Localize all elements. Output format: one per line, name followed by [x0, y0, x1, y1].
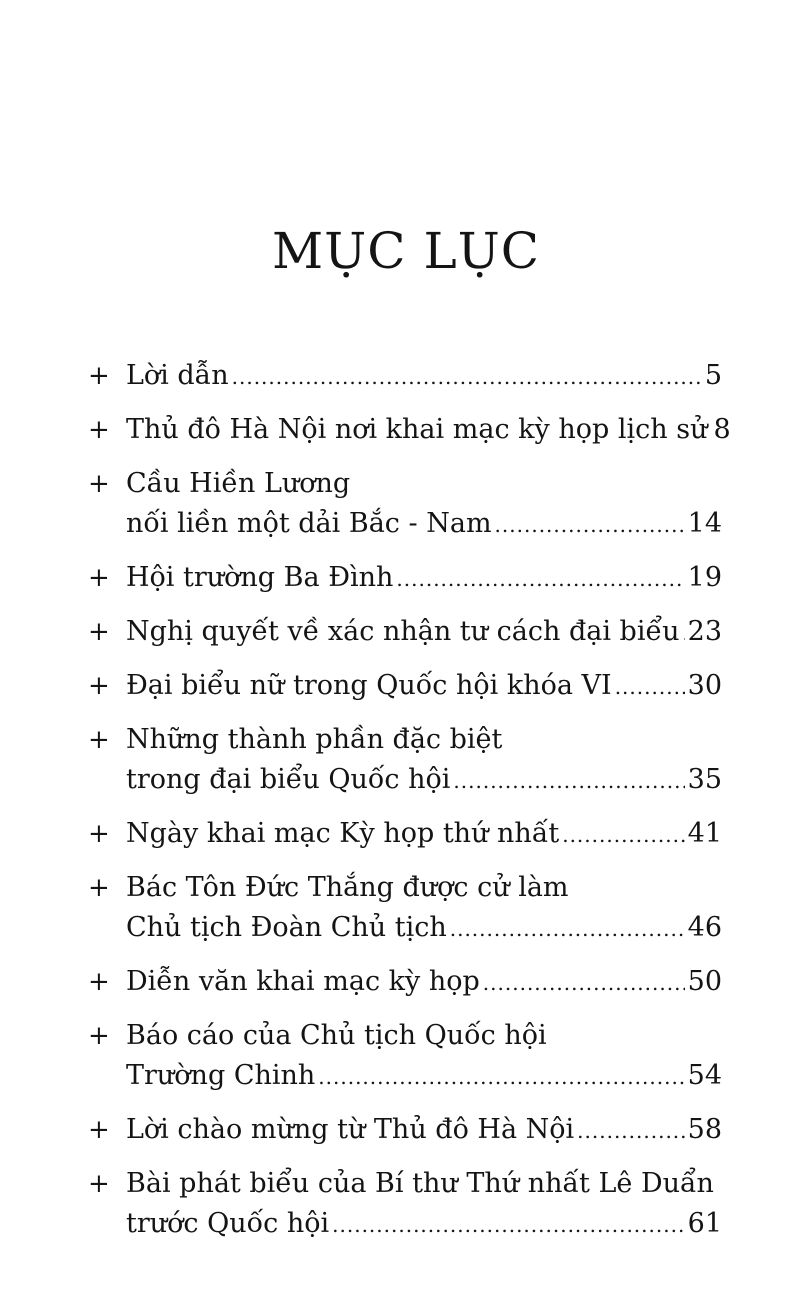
plus-bullet-icon: + [88, 725, 110, 755]
table-of-contents [88, 356, 731, 1258]
toc-entry-line [88, 504, 722, 544]
toc-entry-line [88, 1016, 722, 1056]
dot-leader [562, 815, 684, 855]
toc-entry-line [88, 558, 722, 598]
plus-bullet-icon: + [88, 967, 110, 997]
toc-page-number: 54 [687, 1060, 722, 1091]
dot-leader [232, 357, 702, 397]
page-title: MỤC LỤC [271, 222, 541, 280]
dot-leader [682, 613, 684, 653]
plus-bullet-icon: + [88, 361, 110, 391]
toc-page-number: 5 [704, 360, 722, 391]
toc-page-number: 41 [687, 818, 722, 849]
dot-leader [615, 667, 685, 707]
toc-entry-line [88, 612, 722, 652]
toc-page-number: 50 [687, 966, 722, 997]
dot-leader [495, 505, 685, 545]
plus-bullet-icon: + [88, 671, 110, 701]
toc-entry-title: Thủ đô Hà Nội nơi khai mạc kỳ họp lịch sử [126, 414, 708, 445]
toc-entry-title: Lời chào mừng từ Thủ đô Hà Nội [126, 1114, 575, 1145]
toc-entry-line [88, 1164, 722, 1204]
toc-entry-title: Nghị quyết về xác nhận tư cách đại biểu [126, 616, 680, 647]
plus-bullet-icon: + [88, 1115, 110, 1145]
toc-page-number: 58 [687, 1114, 722, 1145]
plus-bullet-icon: + [88, 415, 110, 445]
toc-entry-title: nối liền một dải Bắc - Nam [126, 508, 492, 539]
toc-page-number: 61 [687, 1208, 722, 1239]
toc-page-number: 14 [687, 508, 722, 539]
toc-entry[interactable] [88, 410, 731, 450]
toc-entry-title: Trường Chinh [126, 1060, 316, 1091]
dot-leader [332, 1205, 685, 1245]
toc-entry-title: Báo cáo của Chủ tịch Quốc hội [126, 1020, 547, 1051]
plus-bullet-icon: + [88, 873, 110, 903]
plus-bullet-icon: + [88, 1169, 110, 1199]
toc-entry-title: Ngày khai mạc Kỳ họp thứ nhất [126, 818, 560, 849]
toc-entry-line [88, 868, 722, 908]
plus-bullet-icon: + [88, 1021, 110, 1051]
toc-entry-title: Cầu Hiền Lương [126, 468, 351, 499]
dot-leader [396, 559, 684, 599]
toc-entry-line [88, 410, 731, 450]
toc-page-number: 35 [687, 764, 722, 795]
toc-entry-line [88, 962, 722, 1002]
plus-bullet-icon: + [88, 617, 110, 647]
toc-entry[interactable] [88, 666, 722, 706]
toc-entry[interactable] [88, 356, 722, 396]
toc-entry[interactable] [88, 1016, 722, 1096]
toc-entry-line [88, 908, 722, 948]
toc-entry[interactable] [88, 1164, 722, 1244]
dot-leader [318, 1057, 684, 1097]
toc-entry-title: trong đại biểu Quốc hội [126, 764, 451, 795]
toc-entry-title: Bác Tôn Đức Thắng được cử làm [126, 872, 569, 903]
toc-page-number: 23 [687, 616, 722, 647]
plus-bullet-icon: + [88, 563, 110, 593]
dot-leader [450, 909, 685, 949]
toc-entry[interactable] [88, 464, 722, 544]
toc-entry-title: Những thành phần đặc biệt [126, 724, 503, 755]
toc-entry-line [88, 760, 722, 800]
toc-entry[interactable] [88, 558, 722, 598]
toc-entry[interactable] [88, 962, 722, 1002]
toc-entry[interactable] [88, 612, 722, 652]
plus-bullet-icon: + [88, 819, 110, 849]
toc-entry[interactable] [88, 720, 722, 800]
toc-entry-title: Hội trường Ba Đình [126, 562, 394, 593]
toc-entry-title: Chủ tịch Đoàn Chủ tịch [126, 912, 447, 943]
toc-page-number: 46 [687, 912, 722, 943]
toc-entry-line [88, 666, 722, 706]
plus-bullet-icon: + [88, 469, 110, 499]
toc-entry-title: trước Quốc hội [126, 1208, 330, 1239]
toc-entry-line [88, 720, 722, 760]
toc-entry-line [88, 356, 722, 396]
toc-entry-title: Bài phát biểu của Bí thư Thứ nhất Lê Duẩn [126, 1168, 714, 1199]
toc-entry[interactable] [88, 814, 722, 854]
toc-entry-line [88, 1110, 722, 1150]
dot-leader [453, 761, 684, 801]
toc-entry-title: Đại biểu nữ trong Quốc hội khóa VI [126, 670, 612, 701]
toc-page-number: 30 [687, 670, 722, 701]
toc-entry[interactable] [88, 868, 722, 948]
toc-entry-line [88, 1204, 722, 1244]
toc-page-number: 8 [713, 414, 731, 445]
toc-entry[interactable] [88, 1110, 722, 1150]
dot-leader [483, 963, 685, 1003]
toc-entry-title: Lời dẫn [126, 360, 229, 391]
dot-leader [577, 1111, 684, 1151]
toc-entry-line [88, 814, 722, 854]
toc-entry-line [88, 464, 722, 504]
toc-entry-line [88, 1056, 722, 1096]
toc-page-number: 19 [687, 562, 722, 593]
toc-entry-title: Diễn văn khai mạc kỳ họp [126, 966, 480, 997]
